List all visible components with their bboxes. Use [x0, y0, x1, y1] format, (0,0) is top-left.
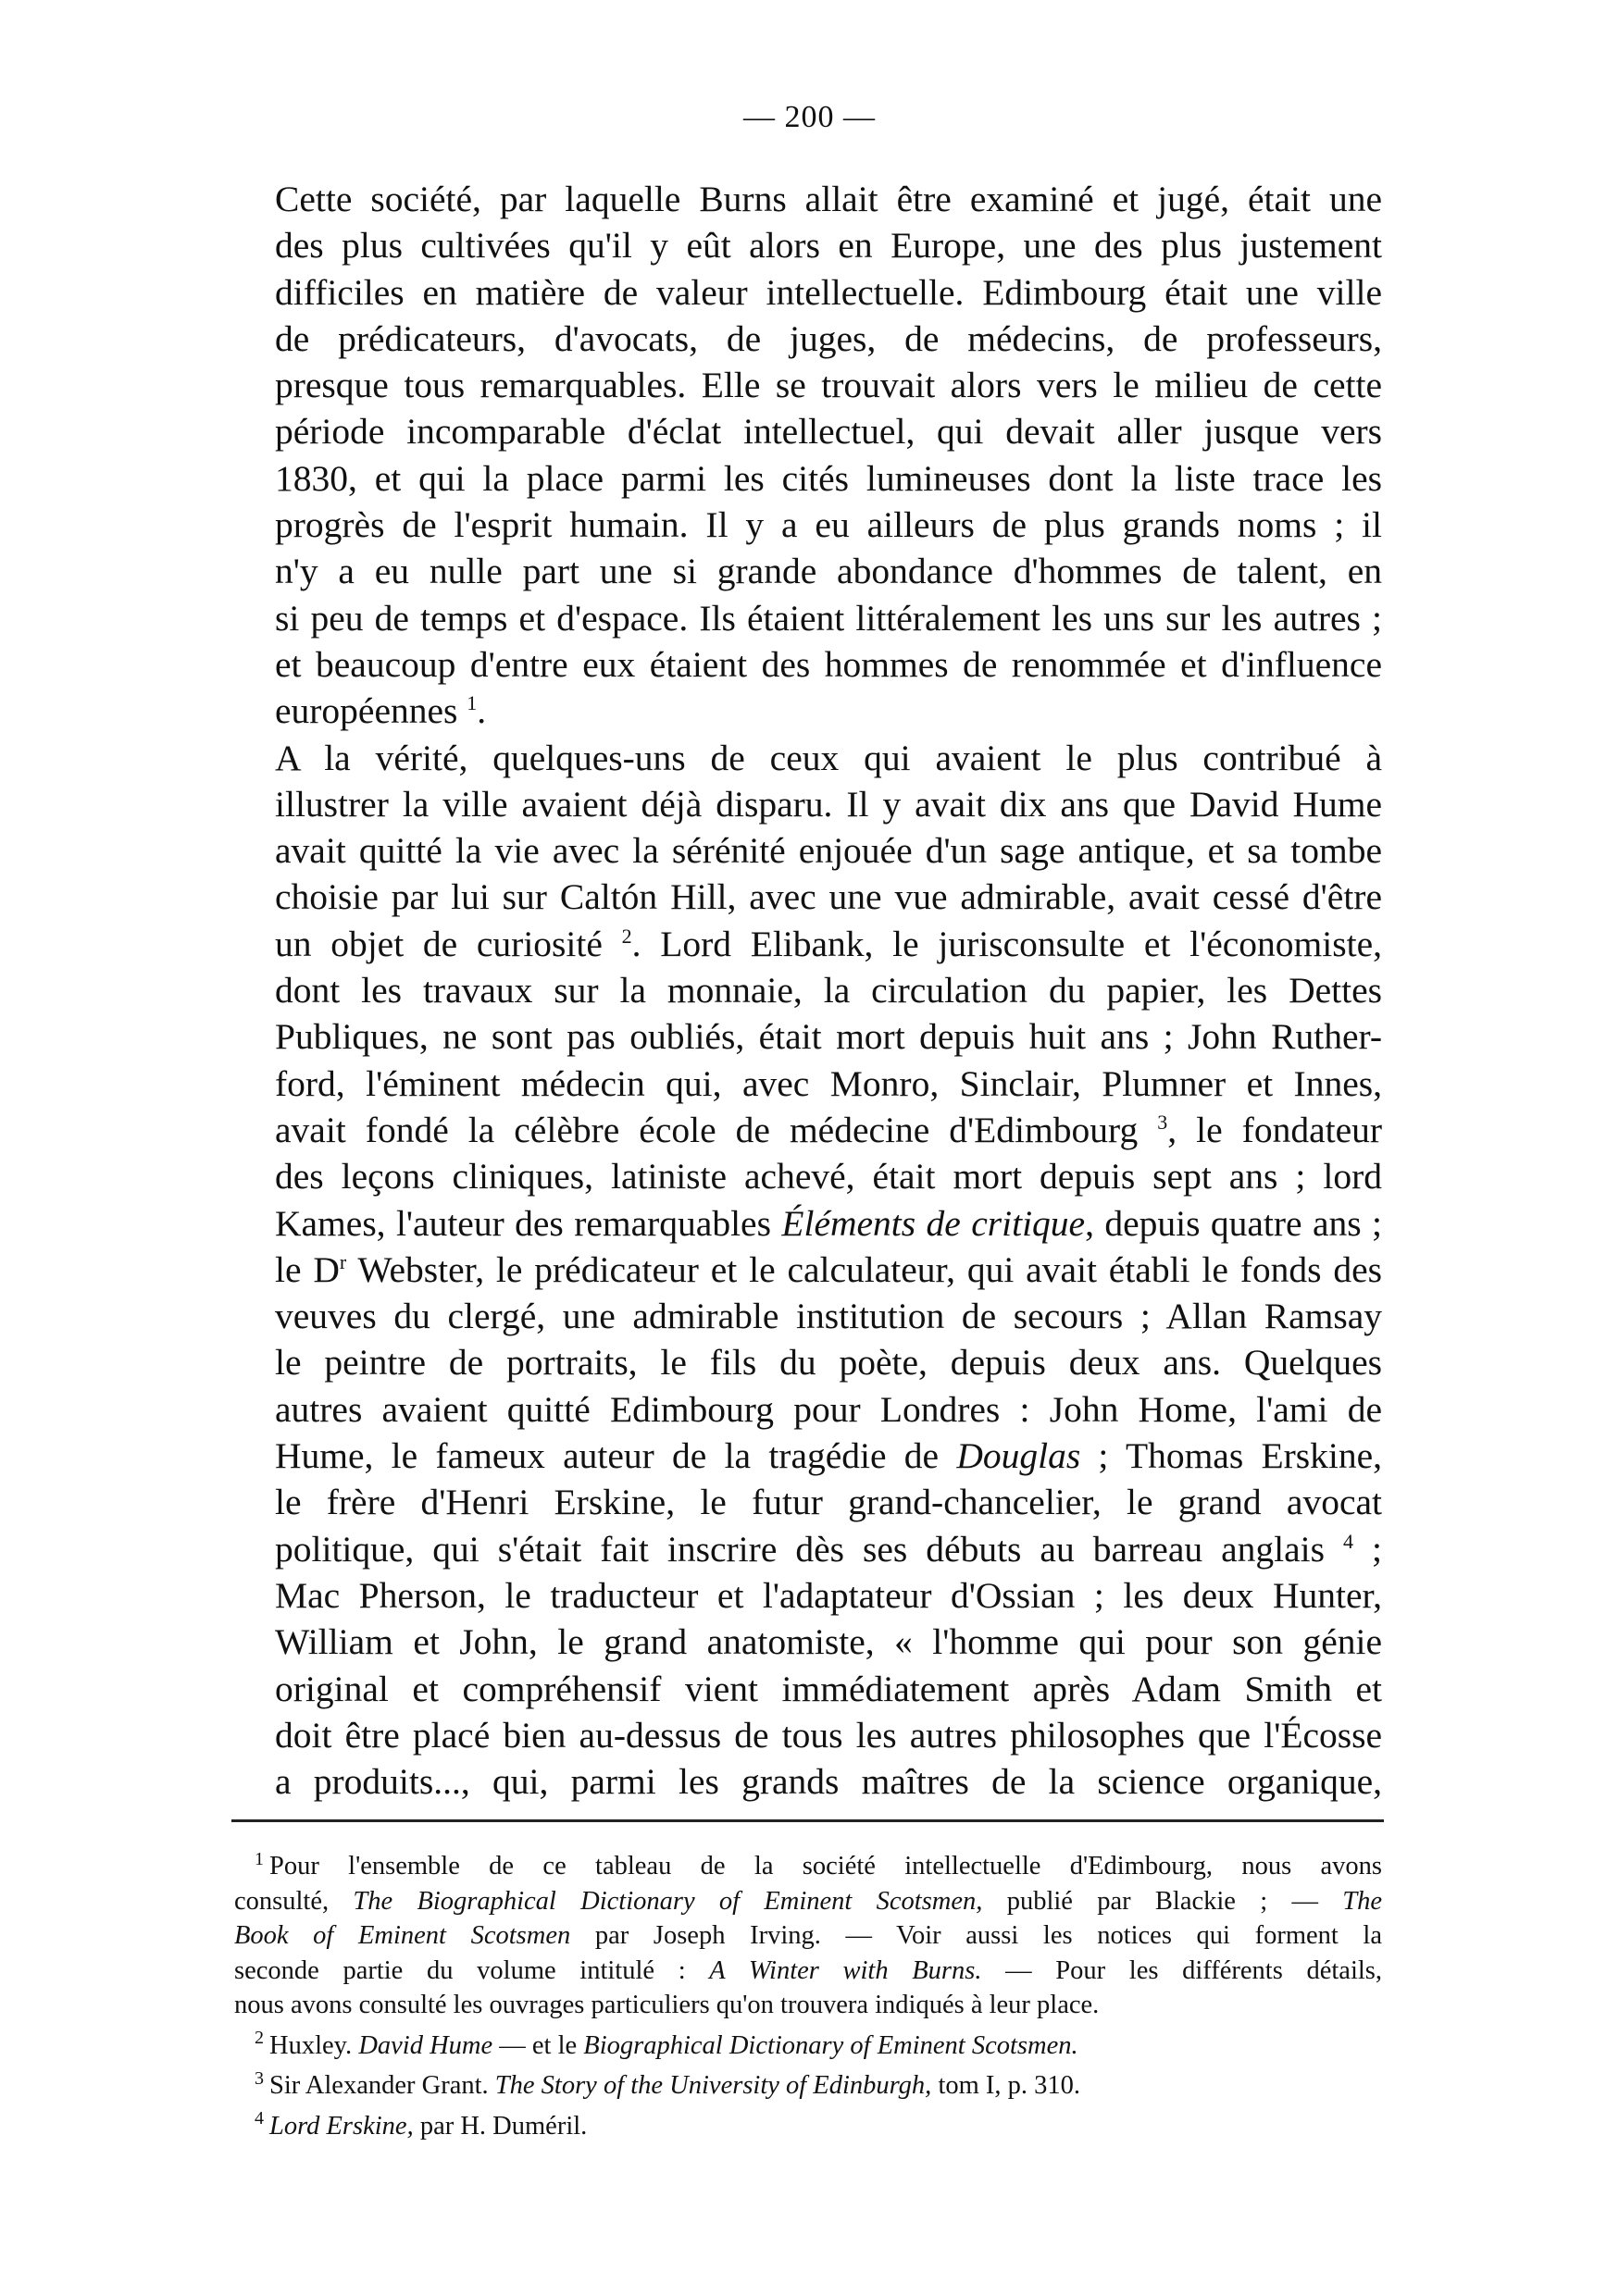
- text-line: 1830, et qui la place parmi les cités lumineuses dont la liste trace les: [275, 457, 1382, 499]
- text-line: n'y a eu nulle part une si grande abondance d'hommes de talent, en: [275, 551, 1382, 592]
- book-title: A Winter with Burns.: [709, 1955, 982, 1985]
- text-line: [234, 1107, 1382, 1153]
- text-fragment: un objet de curiosité: [275, 923, 603, 964]
- footnotes: [234, 1849, 1382, 2149]
- footnote-line: nous avons consulté les ouvrages particuliers qu'on trouvera indiqués à leur place.: [234, 1991, 1100, 2019]
- footnote-1: [234, 1849, 1382, 2023]
- text-fragment: .: [477, 690, 487, 732]
- text-line: original et compréhensif vient immédiatement après Adam Smith et: [275, 1668, 1382, 1709]
- footnote-ref-3: 3: [1157, 1110, 1168, 1134]
- text-fragment: publié par Blackie ; —: [982, 1886, 1318, 1916]
- text-line: A la vérité, quelques-uns de ceux qui avaient le plus contribué à: [275, 737, 1382, 778]
- page-number: — 200 —: [743, 100, 876, 134]
- footnote-2: 2 Huxley. David Hume — et le Biographical Dictionary of Eminent Scotsmen.: [255, 2028, 1078, 2060]
- footnote-4: 4 Lord Erskine, par H. Duméril.: [255, 2108, 588, 2141]
- text-line: difficiles en matière de valeur intellectuelle. Edimbourg était une ville: [275, 271, 1382, 313]
- text-line: des plus cultivées qu'il y eût alors en Europe, une des plus justement: [275, 225, 1382, 267]
- footnote-ref-2: 2: [621, 924, 632, 948]
- text-line: [234, 1200, 1382, 1247]
- text-fragment: Pour l'ensemble de ce tableau de la société intellectuelle d'Edimbourg, nous avons: [269, 1852, 1382, 1880]
- book-title: Lord Erskine,: [269, 2111, 414, 2141]
- book-title: The Biographical Dictionary of Eminent Scotsmen,: [353, 1886, 983, 1916]
- footnote-ref-4: 4: [1343, 1529, 1354, 1553]
- text-fragment: par H. Duméril.: [413, 2111, 588, 2141]
- text-line: dont les travaux sur la monnaie, la circulation du papier, les Dettes: [275, 970, 1382, 1011]
- text-line: de prédicateurs, d'avocats, de juges, de médecins, de professeurs,: [275, 317, 1382, 359]
- text-line: choisie par lui sur Caltón Hill, avec une vue admirable, avait cessé d'être: [275, 876, 1382, 918]
- text-line: avait quitté la vie avec la sérénité enjouée d'un sage antique, et sa tombe: [275, 830, 1382, 872]
- text-fragment: Kames, l'auteur des remarquables: [275, 1202, 771, 1244]
- text-fragment: ; Thomas Erskine,: [1080, 1435, 1382, 1477]
- text-line: autres avaient quitté Edimbourg pour Londres : John Home, l'ami de: [275, 1388, 1382, 1430]
- footnote-divider: [231, 1819, 1384, 1822]
- text-fragment: tom I, p. 310.: [931, 2071, 1081, 2100]
- text-fragment: le D: [275, 1248, 340, 1290]
- book-title: The: [1342, 1886, 1383, 1916]
- text-fragment: par Joseph Irving. — Voir aussi les notices qui forment la: [570, 1921, 1382, 1950]
- paragraph-1: [234, 176, 1382, 735]
- book-title: Éléments de critique: [781, 1202, 1086, 1244]
- text-fragment: européennes: [275, 690, 458, 732]
- text-fragment: ;: [1353, 1528, 1382, 1570]
- book-title: Biographical Dictionary of Eminent Scotsmen.: [583, 2030, 1078, 2060]
- text-line: Publiques, ne sont pas oubliés, était mort depuis huit ans ; John Ruther-: [275, 1016, 1382, 1058]
- text-fragment: Webster, le prédicateur et le calculateur, qui avait établi le fonds des: [346, 1248, 1382, 1290]
- text-fragment: Hume, le fameux auteur de la tragédie de: [275, 1435, 940, 1477]
- footnote-line: [234, 1954, 1382, 1989]
- text-fragment: politique, qui s'était fait inscrire dès ses débuts au barreau anglais: [275, 1528, 1325, 1570]
- text-fragment: avait fondé la célèbre école de médecine d'Edimbourg: [275, 1109, 1139, 1150]
- footnote-3: 3 Sir Alexander Grant. The Story of the University of Edinburgh, tom I, p. 310.: [255, 2067, 1081, 2100]
- text-line: veuves du clergé, une admirable institution de secours ; Allan Ramsay: [275, 1296, 1382, 1337]
- text-fragment: — et le: [492, 2030, 578, 2060]
- text-line: si peu de temps et d'espace. Ils étaient littéralement les uns sur les autres ;: [275, 597, 1382, 639]
- text-fragment: , le fondateur: [1167, 1109, 1383, 1150]
- book-title: Book of Eminent Scotsmen: [234, 1921, 571, 1950]
- book-title: Douglas: [956, 1435, 1081, 1477]
- text-line: doit être placé bien au-dessus de tous les autres philosophes que l'Écosse: [275, 1714, 1382, 1756]
- text-fragment: consulté,: [234, 1886, 330, 1916]
- text-line: [234, 1526, 1382, 1572]
- text-fragment: seconde partie du volume intitulé :: [234, 1955, 686, 1985]
- abbrev-superscript: r: [339, 1249, 347, 1273]
- text-line: presque tous remarquables. Elle se trouvait alors vers le milieu de cette: [275, 365, 1382, 406]
- main-text: [234, 176, 1382, 1805]
- footnote-ref-1: 1: [467, 691, 478, 715]
- text-line: Cette société, par laquelle Burns allait être examiné et jugé, était une: [275, 179, 1382, 219]
- text-fragment: , depuis quatre ans ;: [1085, 1202, 1383, 1244]
- text-line: illustrer la ville avaient déjà disparu. Il y avait dix ans que David Hume: [275, 783, 1382, 825]
- footnote-line: 1 Pour l'ensemble de ce tableau de la société intellectuelle d'Edimbourg, nous avons: [255, 1848, 1382, 1880]
- text-line: William et John, le grand anatomiste, « l'homme qui pour son génie: [275, 1621, 1382, 1663]
- text-fragment: . Lord Elibank, le jurisconsulte et l'économiste,: [631, 923, 1383, 964]
- text-line: période incomparable d'éclat intellectuel, qui devait aller jusque vers: [275, 411, 1382, 453]
- text-line: ford, l'éminent médecin qui, avec Monro, Sinclair, Plumner et Innes,: [275, 1062, 1382, 1104]
- book-title: The Story of the University of Edinburgh,: [494, 2071, 932, 2100]
- text-line: progrès de l'esprit humain. Il y a eu ailleurs de plus grands noms ; il: [275, 504, 1382, 546]
- text-fragment: Huxley.: [269, 2030, 353, 2060]
- text-line: et beaucoup d'entre eux étaient des hommes de renommée et d'influence: [275, 643, 1382, 685]
- text-line: Mac Pherson, le traducteur et l'adaptateur d'Ossian ; les deux Hunter,: [275, 1574, 1382, 1616]
- text-fragment: — Pour les différents détails,: [981, 1955, 1382, 1985]
- text-line: le peintre de portraits, le fils du poète, depuis deux ans. Quelques: [275, 1342, 1382, 1384]
- text-line: [234, 921, 1382, 967]
- text-line: [234, 1247, 1382, 1293]
- text-line: [234, 688, 1382, 734]
- text-fragment: Sir Alexander Grant.: [269, 2071, 489, 2100]
- book-title: David Hume: [358, 2030, 493, 2060]
- text-line: le frère d'Henri Erskine, le futur grand-chancelier, le grand avocat: [275, 1482, 1382, 1523]
- footnote-line: [234, 1918, 1382, 1954]
- text-line: [234, 1433, 1382, 1479]
- paragraph-2: [234, 735, 1382, 1806]
- footnote-line: [234, 1884, 1382, 1919]
- text-line: des leçons cliniques, latiniste achevé, était mort depuis sept ans ; lord: [275, 1156, 1382, 1198]
- text-line: a produits..., qui, parmi les grands maîtres de la science organique,: [275, 1761, 1382, 1803]
